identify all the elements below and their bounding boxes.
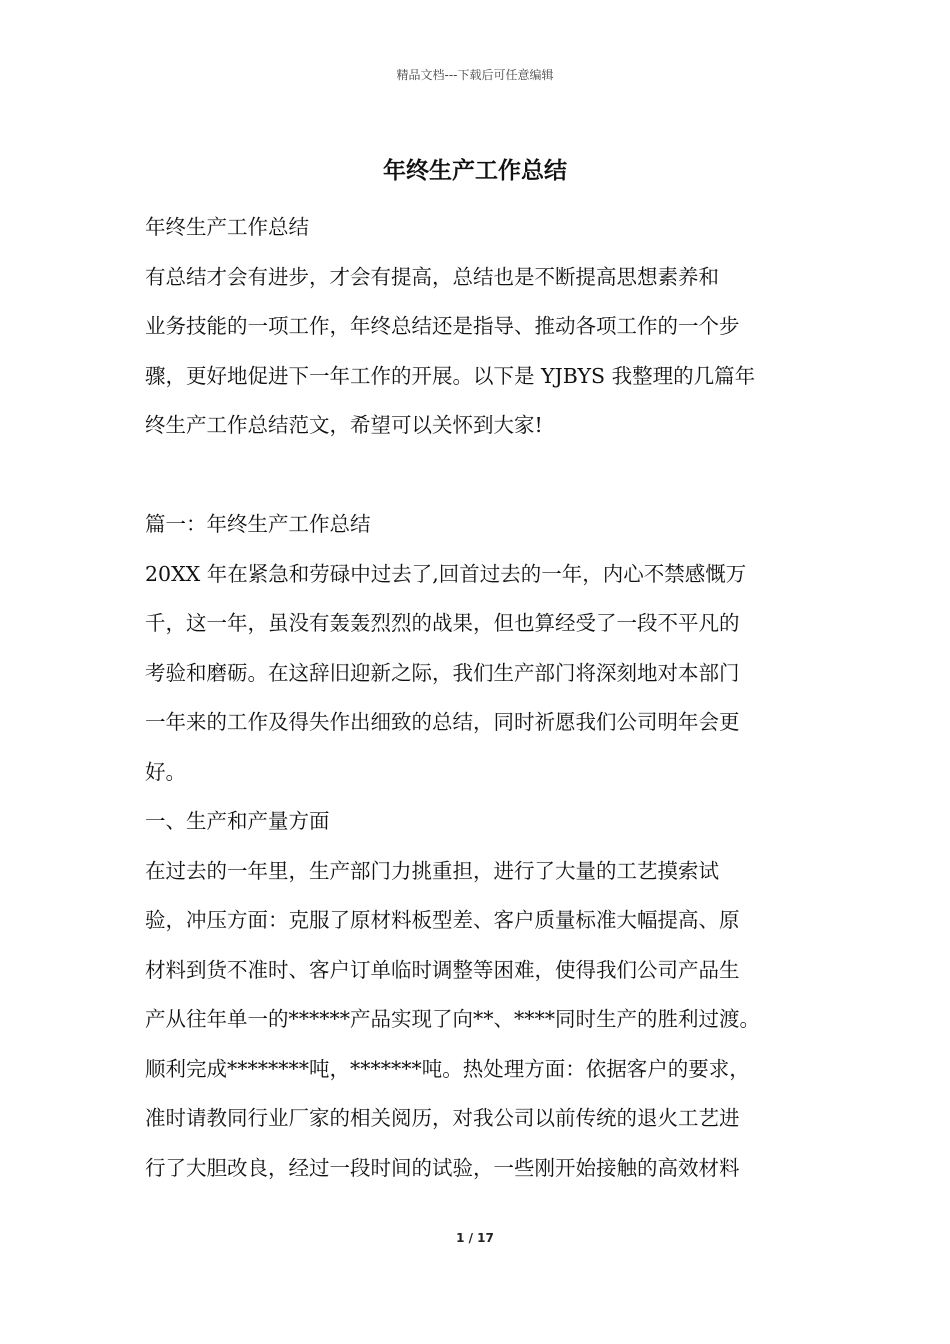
- header-note: 精品文档---下载后可任意编辑: [396, 68, 554, 82]
- paragraph-line: 材料到货不准时、客户订单临时调整等困难，使得我们公司产品生: [145, 957, 740, 982]
- paragraph-line: 一年来的工作及得失作出细致的总结，同时祈愿我们公司明年会更: [145, 710, 740, 734]
- document-title: 年终生产工作总结: [383, 158, 567, 184]
- paragraph-line: 准时请教同行业厂家的相关阅历，对我公司以前传统的退火工艺进: [145, 1106, 740, 1130]
- blank-line: [145, 451, 810, 501]
- paragraph-line: 业务技能的一项工作，年终总结还是指导、推动各项工作的一个步: [145, 314, 740, 338]
- paragraph-line: 考验和磨砺。在这辞旧迎新之际，我们生产部门将深刻地对本部门: [145, 660, 740, 685]
- paragraph-line: 好。: [145, 759, 186, 784]
- paragraph-line: 行了大胆改良，经过一段时间的试验，一些刚开始接触的高效材料: [145, 1155, 740, 1180]
- subtitle-line: 年终生产工作总结: [145, 215, 309, 239]
- paragraph-line: 有总结才会有进步，才会有提高，总结也是不断提高思想素养和: [145, 264, 719, 289]
- document-body: [145, 203, 810, 1193]
- paragraph-line: 20XX 年在紧急和劳碌中过去了,回首过去的一年，内心不禁感慨万: [145, 561, 747, 586]
- paragraph-line: 千，这一年，虽没有轰轰烈烈的战果，但也算经受了一段不平凡的: [145, 611, 740, 635]
- paragraph-line: 在过去的一年里，生产部门力挑重担，进行了大量的工艺摸索试: [145, 858, 719, 883]
- paragraph-line: 骤，更好地促进下一年工作的开展。以下是 YJBYS 我整理的几篇年: [145, 363, 756, 388]
- paragraph-line: 验，冲压方面：克服了原材料板型差、客户质量标准大幅提高、原: [145, 908, 740, 932]
- subsection-heading: 一、生产和产量方面: [145, 809, 330, 833]
- page-number: 1 / 17: [456, 1231, 494, 1245]
- paragraph-line: 终生产工作总结范文，希望可以关怀到大家!: [145, 413, 543, 437]
- paragraph-line: 产从往年单一的******产品实现了向**、****同时生产的胜利过渡。: [145, 1007, 760, 1031]
- paragraph-line: 顺利完成********吨，*******吨。热处理方面：依据客户的要求，: [145, 1056, 750, 1081]
- section-heading: 篇一：年终生产工作总结: [145, 512, 371, 536]
